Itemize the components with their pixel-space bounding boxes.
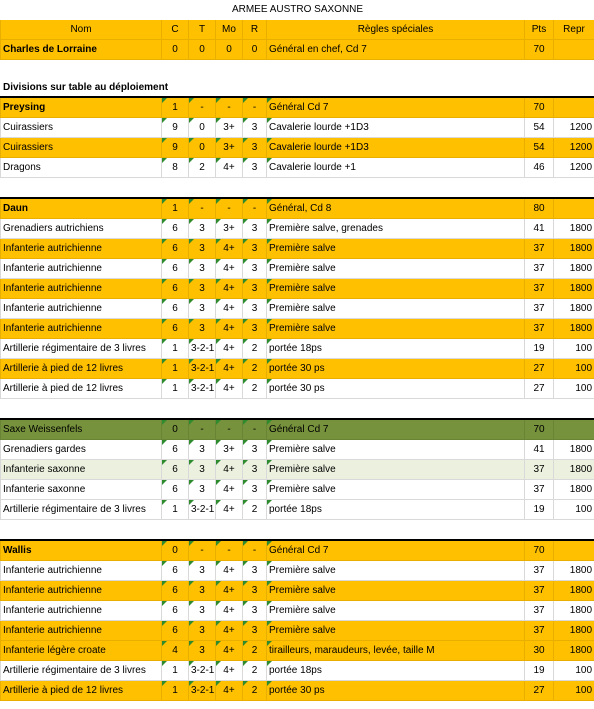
- cell-name[interactable]: Infanterie autrichienne: [1, 581, 162, 601]
- general-c[interactable]: 0: [162, 40, 189, 60]
- cell-name[interactable]: Dragons: [1, 158, 162, 178]
- cell-t[interactable]: 3: [189, 319, 216, 339]
- cell-mo[interactable]: 3+: [216, 219, 243, 239]
- cell-name[interactable]: Infanterie autrichienne: [1, 239, 162, 259]
- cell-repr[interactable]: 1200: [554, 158, 594, 178]
- cell-rules[interactable]: portée 18ps: [267, 500, 525, 520]
- cell-c[interactable]: 6: [162, 299, 189, 319]
- general-rules[interactable]: Général en chef, Cd 7: [267, 40, 525, 60]
- cell-t[interactable]: 3: [189, 561, 216, 581]
- cell-repr[interactable]: 1800: [554, 561, 594, 581]
- cell-mo[interactable]: 4+: [216, 661, 243, 681]
- cell-c[interactable]: 9: [162, 138, 189, 158]
- cell-rules[interactable]: Général, Cd 8: [267, 198, 525, 219]
- cell-pts[interactable]: 70: [525, 97, 554, 118]
- header-rules[interactable]: Règles spéciales: [267, 20, 525, 40]
- cell-t[interactable]: 0: [189, 138, 216, 158]
- cell-t[interactable]: -: [189, 540, 216, 561]
- cell-pts[interactable]: 37: [525, 259, 554, 279]
- cell-repr[interactable]: 1800: [554, 480, 594, 500]
- cell-r[interactable]: 2: [243, 379, 267, 399]
- cell-c[interactable]: 9: [162, 118, 189, 138]
- cell-r[interactable]: 2: [243, 359, 267, 379]
- cell-r[interactable]: 3: [243, 601, 267, 621]
- cell-rules[interactable]: portée 30 ps: [267, 359, 525, 379]
- gap-row: [1, 60, 594, 80]
- cell-mo[interactable]: 4+: [216, 239, 243, 259]
- cell-c[interactable]: 1: [162, 198, 189, 219]
- unit-row: [1, 621, 594, 641]
- cell-r[interactable]: 3: [243, 319, 267, 339]
- cell-t[interactable]: 3-2-1: [189, 661, 216, 681]
- cell-c[interactable]: 6: [162, 259, 189, 279]
- cell-name[interactable]: Infanterie saxonne: [1, 480, 162, 500]
- unit-row: [1, 561, 594, 581]
- cell-name[interactable]: Wallis: [1, 540, 162, 561]
- cell-repr[interactable]: [554, 97, 594, 118]
- cell-mo[interactable]: 3+: [216, 440, 243, 460]
- cell-repr[interactable]: 1800: [554, 460, 594, 480]
- cell-t[interactable]: 3: [189, 219, 216, 239]
- cell-rules[interactable]: Première salve: [267, 440, 525, 460]
- general-row: [1, 40, 594, 60]
- cell-mo[interactable]: 4+: [216, 359, 243, 379]
- cell-t[interactable]: 3: [189, 581, 216, 601]
- unit-row: [1, 259, 594, 279]
- cell-name[interactable]: Infanterie autrichienne: [1, 319, 162, 339]
- general-repr[interactable]: [554, 40, 594, 60]
- cell-mo[interactable]: 3+: [216, 118, 243, 138]
- cell-r[interactable]: 3: [243, 158, 267, 178]
- cell-r[interactable]: 3: [243, 621, 267, 641]
- cell-mo[interactable]: 4+: [216, 299, 243, 319]
- cell-rules[interactable]: Première salve: [267, 279, 525, 299]
- unit-row: [1, 480, 594, 500]
- cell-c[interactable]: 6: [162, 219, 189, 239]
- cell-pts[interactable]: 37: [525, 480, 554, 500]
- unit-row: [1, 299, 594, 319]
- cell-rules[interactable]: portée 18ps: [267, 661, 525, 681]
- cell-mo[interactable]: 4+: [216, 460, 243, 480]
- cell-mo[interactable]: 4+: [216, 500, 243, 520]
- cell-c[interactable]: 4: [162, 641, 189, 661]
- cell-t[interactable]: 0: [189, 118, 216, 138]
- cell-mo[interactable]: -: [216, 198, 243, 219]
- cell-c[interactable]: 1: [162, 359, 189, 379]
- cell-name[interactable]: Infanterie autrichienne: [1, 621, 162, 641]
- cell-pts[interactable]: 19: [525, 661, 554, 681]
- cell-pts[interactable]: 41: [525, 219, 554, 239]
- cell-pts[interactable]: 27: [525, 359, 554, 379]
- cell-t[interactable]: 3: [189, 460, 216, 480]
- header-mo[interactable]: Mo: [216, 20, 243, 40]
- cell-pts[interactable]: 30: [525, 641, 554, 661]
- cell-repr[interactable]: 1800: [554, 279, 594, 299]
- cell-c[interactable]: 6: [162, 440, 189, 460]
- cell-rules[interactable]: Cavalerie lourde +1D3: [267, 138, 525, 158]
- empty-cell[interactable]: [1, 399, 594, 420]
- cell-t[interactable]: 3-2-1: [189, 379, 216, 399]
- cell-c[interactable]: 6: [162, 279, 189, 299]
- cell-t[interactable]: 3-2-1: [189, 339, 216, 359]
- unit-row: [1, 158, 594, 178]
- cell-r[interactable]: 3: [243, 138, 267, 158]
- unit-row: [1, 581, 594, 601]
- cell-pts[interactable]: 70: [525, 540, 554, 561]
- unit-row: [1, 359, 594, 379]
- unit-row: [1, 339, 594, 359]
- cell-c[interactable]: 0: [162, 419, 189, 440]
- cell-rules[interactable]: Première salve: [267, 480, 525, 500]
- header-c[interactable]: C: [162, 20, 189, 40]
- cell-mo[interactable]: 4+: [216, 379, 243, 399]
- cell-mo[interactable]: -: [216, 540, 243, 561]
- cell-repr[interactable]: 1200: [554, 138, 594, 158]
- cell-c[interactable]: 1: [162, 681, 189, 701]
- cell-r[interactable]: 3: [243, 581, 267, 601]
- cell-t[interactable]: 2: [189, 158, 216, 178]
- cell-mo[interactable]: 4+: [216, 681, 243, 701]
- cell-name[interactable]: Cuirassiers: [1, 118, 162, 138]
- cell-r[interactable]: -: [243, 198, 267, 219]
- cell-t[interactable]: 3: [189, 601, 216, 621]
- cell-rules[interactable]: Première salve: [267, 601, 525, 621]
- cell-rules[interactable]: Cavalerie lourde +1D3: [267, 118, 525, 138]
- cell-t[interactable]: 3-2-1: [189, 359, 216, 379]
- cell-t[interactable]: -: [189, 419, 216, 440]
- cell-t[interactable]: -: [189, 198, 216, 219]
- cell-r[interactable]: 2: [243, 641, 267, 661]
- general-pts[interactable]: 70: [525, 40, 554, 60]
- cell-r[interactable]: 3: [243, 480, 267, 500]
- cell-c[interactable]: 1: [162, 661, 189, 681]
- cell-pts[interactable]: 37: [525, 279, 554, 299]
- cell-repr[interactable]: 100: [554, 661, 594, 681]
- unit-row: [1, 219, 594, 239]
- cell-c[interactable]: 6: [162, 239, 189, 259]
- cell-mo[interactable]: 4+: [216, 480, 243, 500]
- empty-cell[interactable]: [1, 178, 594, 199]
- cell-t[interactable]: 3: [189, 239, 216, 259]
- cell-mo[interactable]: 4+: [216, 641, 243, 661]
- cell-mo[interactable]: 4+: [216, 319, 243, 339]
- cell-mo[interactable]: -: [216, 419, 243, 440]
- cell-mo[interactable]: 4+: [216, 259, 243, 279]
- header-pts[interactable]: Pts: [525, 20, 554, 40]
- unit-row: [1, 601, 594, 621]
- cell-c[interactable]: 1: [162, 339, 189, 359]
- section-label-row: [1, 80, 594, 98]
- cell-rules[interactable]: Général Cd 7: [267, 540, 525, 561]
- cell-mo[interactable]: 4+: [216, 279, 243, 299]
- unit-row: [1, 440, 594, 460]
- cell-name[interactable]: Infanterie autrichienne: [1, 279, 162, 299]
- cell-name[interactable]: Saxe Weissenfels: [1, 419, 162, 440]
- cell-mo[interactable]: 4+: [216, 601, 243, 621]
- cell-c[interactable]: 6: [162, 581, 189, 601]
- cell-r[interactable]: 3: [243, 299, 267, 319]
- cell-pts[interactable]: 41: [525, 440, 554, 460]
- cell-name[interactable]: Artillerie régimentaire de 3 livres: [1, 500, 162, 520]
- cell-c[interactable]: 1: [162, 97, 189, 118]
- cell-repr[interactable]: 1200: [554, 118, 594, 138]
- gap-row: [1, 520, 594, 541]
- cell-pts[interactable]: 27: [525, 379, 554, 399]
- cell-repr[interactable]: 1800: [554, 239, 594, 259]
- cell-t[interactable]: 3-2-1: [189, 681, 216, 701]
- cell-pts[interactable]: 37: [525, 299, 554, 319]
- cell-rules[interactable]: tirailleurs, maraudeurs, levée, taille M: [267, 641, 525, 661]
- cell-c[interactable]: 8: [162, 158, 189, 178]
- cell-c[interactable]: 6: [162, 561, 189, 581]
- cell-repr[interactable]: 100: [554, 500, 594, 520]
- cell-mo[interactable]: 4+: [216, 339, 243, 359]
- cell-rules[interactable]: portée 18ps: [267, 339, 525, 359]
- cell-pts[interactable]: 37: [525, 319, 554, 339]
- unit-row: [1, 641, 594, 661]
- cell-name[interactable]: Cuirassiers: [1, 138, 162, 158]
- cell-c[interactable]: 0: [162, 540, 189, 561]
- cell-rules[interactable]: Cavalerie lourde +1: [267, 158, 525, 178]
- cell-name[interactable]: Artillerie régimentaire de 3 livres: [1, 339, 162, 359]
- header-nom[interactable]: Nom: [1, 20, 162, 40]
- cell-pts[interactable]: 37: [525, 239, 554, 259]
- cell-name[interactable]: Grenadiers gardes: [1, 440, 162, 460]
- cell-rules[interactable]: Première salve, grenades: [267, 219, 525, 239]
- cell-r[interactable]: 3: [243, 219, 267, 239]
- cell-rules[interactable]: Première salve: [267, 239, 525, 259]
- cell-c[interactable]: 1: [162, 379, 189, 399]
- header-t[interactable]: T: [189, 20, 216, 40]
- cell-pts[interactable]: 37: [525, 581, 554, 601]
- cell-pts[interactable]: 54: [525, 138, 554, 158]
- unit-row: [1, 319, 594, 339]
- gap-row: [1, 178, 594, 199]
- cell-repr[interactable]: 1800: [554, 601, 594, 621]
- cell-mo[interactable]: 4+: [216, 581, 243, 601]
- unit-row: [1, 681, 594, 701]
- cell-t[interactable]: 3: [189, 299, 216, 319]
- header-r[interactable]: R: [243, 20, 267, 40]
- cell-c[interactable]: 1: [162, 500, 189, 520]
- cell-c[interactable]: 6: [162, 621, 189, 641]
- general-name[interactable]: Charles de Lorraine: [1, 40, 162, 60]
- cell-repr[interactable]: 100: [554, 681, 594, 701]
- cell-repr[interactable]: 1800: [554, 440, 594, 460]
- cell-r[interactable]: -: [243, 419, 267, 440]
- cell-t[interactable]: -: [189, 97, 216, 118]
- section-label[interactable]: Divisions sur table au déploiement: [3, 82, 169, 93]
- unit-row: [1, 138, 594, 158]
- cell-rules[interactable]: Première salve: [267, 460, 525, 480]
- cell-t[interactable]: 3-2-1: [189, 500, 216, 520]
- cell-r[interactable]: 3: [243, 279, 267, 299]
- cell-rules[interactable]: Première salve: [267, 581, 525, 601]
- cell-r[interactable]: 3: [243, 460, 267, 480]
- general-t[interactable]: 0: [189, 40, 216, 60]
- cell-rules[interactable]: Première salve: [267, 561, 525, 581]
- unit-row: [1, 460, 594, 480]
- cell-pts[interactable]: 70: [525, 419, 554, 440]
- cell-t[interactable]: 3: [189, 259, 216, 279]
- division-commander-row: [1, 97, 594, 118]
- army-title[interactable]: ARMEE AUSTRO SAXONNE: [231, 4, 364, 15]
- cell-name[interactable]: Grenadiers autrichiens: [1, 219, 162, 239]
- cell-r[interactable]: 2: [243, 661, 267, 681]
- cell-name[interactable]: Artillerie à pied de 12 livres: [1, 359, 162, 379]
- cell-t[interactable]: 3: [189, 621, 216, 641]
- cell-pts[interactable]: 37: [525, 621, 554, 641]
- cell-t[interactable]: 3: [189, 480, 216, 500]
- cell-pts[interactable]: 80: [525, 198, 554, 219]
- cell-name[interactable]: Infanterie autrichienne: [1, 601, 162, 621]
- cell-repr[interactable]: 1800: [554, 219, 594, 239]
- cell-pts[interactable]: 54: [525, 118, 554, 138]
- gap-row: [1, 399, 594, 420]
- cell-r[interactable]: 2: [243, 681, 267, 701]
- division-commander-row: [1, 540, 594, 561]
- cell-name[interactable]: Infanterie légère croate: [1, 641, 162, 661]
- cell-pts[interactable]: 19: [525, 339, 554, 359]
- cell-pts[interactable]: 37: [525, 460, 554, 480]
- cell-name[interactable]: Infanterie autrichienne: [1, 299, 162, 319]
- cell-repr[interactable]: 1800: [554, 259, 594, 279]
- cell-name[interactable]: Infanterie autrichienne: [1, 259, 162, 279]
- cell-name[interactable]: Artillerie à pied de 12 livres: [1, 681, 162, 701]
- cell-name[interactable]: Artillerie à pied de 12 livres: [1, 379, 162, 399]
- general-mo[interactable]: 0: [216, 40, 243, 60]
- cell-repr[interactable]: [554, 419, 594, 440]
- cell-repr[interactable]: 1800: [554, 581, 594, 601]
- cell-pts[interactable]: 46: [525, 158, 554, 178]
- cell-repr[interactable]: 1800: [554, 621, 594, 641]
- cell-c[interactable]: 6: [162, 460, 189, 480]
- cell-repr[interactable]: 100: [554, 339, 594, 359]
- cell-pts[interactable]: 37: [525, 601, 554, 621]
- cell-r[interactable]: 3: [243, 561, 267, 581]
- unit-row: [1, 118, 594, 138]
- cell-name[interactable]: Daun: [1, 198, 162, 219]
- cell-r[interactable]: 2: [243, 339, 267, 359]
- cell-r[interactable]: 3: [243, 259, 267, 279]
- empty-cell[interactable]: [1, 520, 594, 541]
- cell-t[interactable]: 3: [189, 641, 216, 661]
- cell-r[interactable]: -: [243, 97, 267, 118]
- cell-name[interactable]: Infanterie autrichienne: [1, 561, 162, 581]
- cell-c[interactable]: 6: [162, 601, 189, 621]
- cell-pts[interactable]: 27: [525, 681, 554, 701]
- unit-row: [1, 379, 594, 399]
- unit-row: [1, 279, 594, 299]
- cell-r[interactable]: 2: [243, 500, 267, 520]
- title-row: [1, 0, 594, 20]
- unit-row: [1, 661, 594, 681]
- cell-repr[interactable]: 100: [554, 379, 594, 399]
- cell-t[interactable]: 3: [189, 440, 216, 460]
- unit-row: [1, 500, 594, 520]
- cell-repr[interactable]: [554, 198, 594, 219]
- cell-repr[interactable]: 1800: [554, 641, 594, 661]
- cell-rules[interactable]: Première salve: [267, 299, 525, 319]
- division-commander-row: [1, 198, 594, 219]
- cell-rules[interactable]: Général Cd 7: [267, 419, 525, 440]
- cell-rules[interactable]: Général Cd 7: [267, 97, 525, 118]
- cell-mo[interactable]: 3+: [216, 138, 243, 158]
- cell-name[interactable]: Artillerie régimentaire de 3 livres: [1, 661, 162, 681]
- cell-repr[interactable]: [554, 540, 594, 561]
- cell-name[interactable]: Infanterie saxonne: [1, 460, 162, 480]
- header-repr[interactable]: Repr: [554, 20, 594, 40]
- cell-repr[interactable]: 1800: [554, 319, 594, 339]
- cell-c[interactable]: 6: [162, 480, 189, 500]
- cell-t[interactable]: 3: [189, 279, 216, 299]
- cell-pts[interactable]: 19: [525, 500, 554, 520]
- cell-rules[interactable]: portée 30 ps: [267, 379, 525, 399]
- cell-r[interactable]: 3: [243, 239, 267, 259]
- cell-rules[interactable]: Première salve: [267, 259, 525, 279]
- cell-mo[interactable]: 4+: [216, 621, 243, 641]
- cell-mo[interactable]: 4+: [216, 561, 243, 581]
- cell-c[interactable]: 6: [162, 319, 189, 339]
- cell-r[interactable]: -: [243, 540, 267, 561]
- cell-pts[interactable]: 37: [525, 561, 554, 581]
- cell-rules[interactable]: Première salve: [267, 319, 525, 339]
- unit-row: [1, 239, 594, 259]
- division-commander-row: [1, 419, 594, 440]
- cell-repr[interactable]: 100: [554, 359, 594, 379]
- cell-rules[interactable]: Première salve: [267, 621, 525, 641]
- empty-cell[interactable]: [1, 60, 594, 80]
- cell-mo[interactable]: 4+: [216, 158, 243, 178]
- cell-mo[interactable]: -: [216, 97, 243, 118]
- cell-repr[interactable]: 1800: [554, 299, 594, 319]
- header-row: [1, 20, 594, 40]
- cell-rules[interactable]: portée 30 ps: [267, 681, 525, 701]
- cell-r[interactable]: 3: [243, 440, 267, 460]
- general-r[interactable]: 0: [243, 40, 267, 60]
- cell-r[interactable]: 3: [243, 118, 267, 138]
- cell-name[interactable]: Preysing: [1, 97, 162, 118]
